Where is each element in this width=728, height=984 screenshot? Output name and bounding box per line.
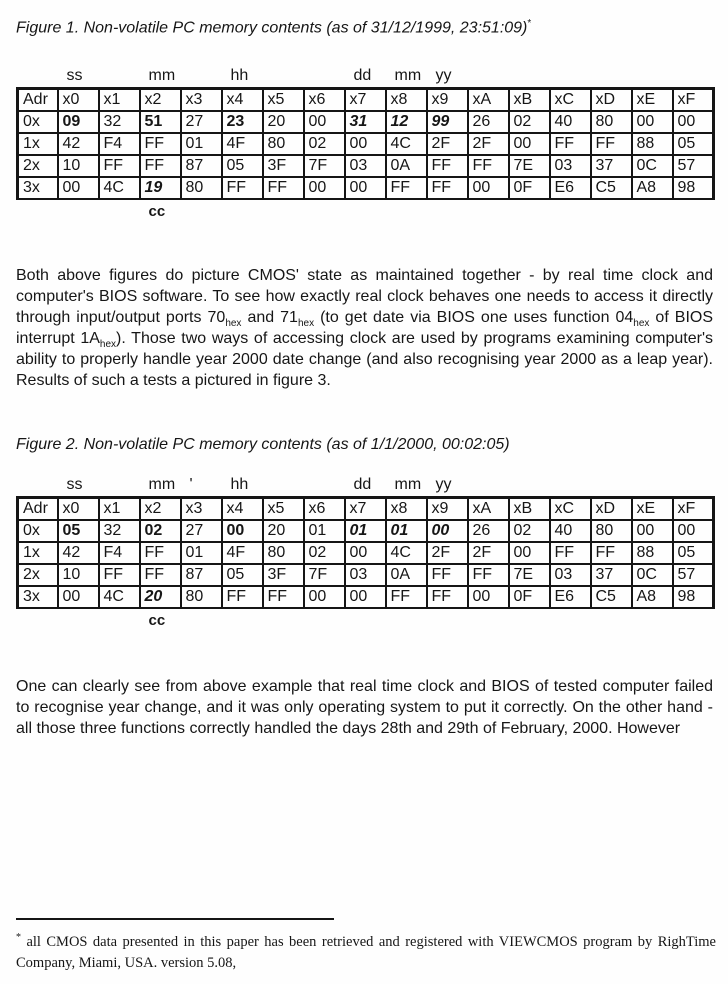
- century-label-row: [18, 199, 714, 225]
- memory-byte-cell: 99: [427, 111, 468, 133]
- memory-byte-cell: 20: [263, 111, 304, 133]
- memory-byte-cell: 03: [345, 155, 386, 177]
- memory-byte-cell: FF: [222, 586, 263, 608]
- century-label-row: [18, 608, 714, 634]
- memory-byte-cell: FF: [99, 155, 140, 177]
- figure1-footnote-marker: *: [527, 18, 532, 29]
- memory-byte-cell: 2F: [468, 133, 509, 155]
- memory-byte-cell: 37: [591, 564, 632, 586]
- memory-byte-cell: FF: [468, 155, 509, 177]
- memory-byte-cell: F4: [99, 542, 140, 564]
- memory-byte-cell: 05: [222, 155, 263, 177]
- memory-byte-cell: 42: [58, 542, 99, 564]
- memory-row-3x: [18, 177, 714, 199]
- column-header: x8: [386, 89, 427, 112]
- hex-subscript: hex: [225, 318, 242, 330]
- memory-byte-cell: 02: [509, 111, 550, 133]
- memory-byte-cell: 09: [58, 111, 99, 133]
- memory-byte-cell: 40: [550, 111, 591, 133]
- paragraph-1-text: (to get date via BIOS one uses function 04: [314, 309, 634, 327]
- century-byte-label: [427, 199, 468, 225]
- column-header: x4: [222, 498, 263, 521]
- memory-byte-cell: FF: [550, 133, 591, 155]
- memory-byte-cell: 05: [673, 542, 714, 564]
- clock-field-label: [18, 64, 58, 89]
- clock-field-label: dd: [353, 476, 372, 494]
- memory-byte-cell: 02: [304, 542, 345, 564]
- figure2-caption-text: Figure 2. Non-volatile PC memory contents (as of 1/1/2000, 00:02:05): [16, 436, 510, 454]
- memory-byte-cell: 0x: [18, 111, 58, 133]
- memory-byte-cell: 01: [304, 520, 345, 542]
- memory-byte-cell: 3x: [18, 586, 58, 608]
- column-header: x5: [263, 498, 304, 521]
- column-header: xF: [673, 89, 714, 112]
- column-header: xF: [673, 498, 714, 521]
- column-header: x1: [99, 89, 140, 112]
- memory-byte-cell: 80: [591, 111, 632, 133]
- memory-byte-cell: FF: [427, 177, 468, 199]
- century-byte-label: [673, 608, 714, 634]
- column-header: xC: [550, 498, 591, 521]
- memory-byte-cell: FF: [140, 133, 181, 155]
- hex-subscript: hex: [99, 339, 117, 351]
- column-header: x8: [386, 498, 427, 521]
- column-header: xA: [468, 498, 509, 521]
- column-header: xB: [509, 498, 550, 521]
- column-header: xE: [632, 498, 673, 521]
- memory-table-figure2: [16, 473, 715, 634]
- memory-byte-cell: 27: [181, 111, 222, 133]
- memory-byte-cell: 00: [304, 177, 345, 199]
- clock-field-label: [468, 473, 509, 498]
- memory-byte-cell: 00: [509, 542, 550, 564]
- column-header: x9: [427, 89, 468, 112]
- century-byte-label: [58, 608, 99, 634]
- memory-byte-cell: 00: [427, 520, 468, 542]
- memory-byte-cell: E6: [550, 177, 591, 199]
- clock-field-label: ': [189, 476, 193, 494]
- clock-field-label: [304, 473, 345, 498]
- century-byte-label: [99, 199, 140, 225]
- memory-byte-cell: 3x: [18, 177, 58, 199]
- memory-row-0x: [18, 520, 714, 542]
- memory-byte-cell: 02: [509, 520, 550, 542]
- century-byte-label: [181, 608, 222, 634]
- memory-byte-cell: 0x: [18, 520, 58, 542]
- memory-byte-cell: FF: [140, 564, 181, 586]
- memory-byte-cell: 3F: [263, 564, 304, 586]
- century-byte-label: [591, 608, 632, 634]
- century-byte-label: [468, 199, 509, 225]
- column-header: x5: [263, 89, 304, 112]
- memory-row-1x: [18, 542, 714, 564]
- column-header: xD: [591, 498, 632, 521]
- column-header: Adr: [18, 89, 58, 112]
- century-byte-label: cc: [148, 203, 166, 221]
- column-header: x6: [304, 498, 345, 521]
- memory-byte-cell: 00: [468, 586, 509, 608]
- memory-byte-cell: FF: [591, 133, 632, 155]
- clock-field-label: [632, 473, 673, 498]
- paragraph-2: One can clearly see from above example that real time clock and BIOS of tested computer failed to recognise year change, and it was only operating system to put it correctly. On the other hand - all those three functions correctly handled the days 28th and 29th of February, 2000. However: [16, 678, 713, 738]
- memory-byte-cell: 0C: [632, 155, 673, 177]
- column-header: x6: [304, 89, 345, 112]
- memory-byte-cell: 98: [673, 586, 714, 608]
- memory-byte-cell: 00: [222, 520, 263, 542]
- clock-field-labels-row: [18, 473, 714, 498]
- memory-byte-cell: FF: [550, 542, 591, 564]
- memory-byte-cell: FF: [386, 177, 427, 199]
- clock-field-label: [591, 473, 632, 498]
- column-header: x2: [140, 89, 181, 112]
- memory-byte-cell: 80: [181, 586, 222, 608]
- century-byte-label: [18, 199, 58, 225]
- memory-byte-cell: 0C: [632, 564, 673, 586]
- memory-byte-cell: 32: [99, 111, 140, 133]
- memory-byte-cell: 20: [263, 520, 304, 542]
- memory-byte-cell: 10: [58, 564, 99, 586]
- memory-byte-cell: 00: [58, 177, 99, 199]
- footnote-body-text: all CMOS data presented in this paper has been retrieved and registered with VIEWCMOS program by RighTime Company, Miami, USA. version 5.08,: [16, 934, 716, 971]
- column-header: x7: [345, 498, 386, 521]
- memory-byte-cell: 57: [673, 564, 714, 586]
- column-header: x9: [427, 498, 468, 521]
- memory-byte-cell: FF: [140, 542, 181, 564]
- memory-byte-cell: 01: [386, 520, 427, 542]
- century-byte-label: [468, 608, 509, 634]
- century-byte-label: [263, 199, 304, 225]
- memory-byte-cell: 98: [673, 177, 714, 199]
- century-byte-label: [632, 199, 673, 225]
- memory-byte-cell: 0F: [509, 586, 550, 608]
- memory-byte-cell: 2F: [468, 542, 509, 564]
- century-byte-label: [181, 199, 222, 225]
- clock-field-label: [263, 473, 304, 498]
- column-header: xD: [591, 89, 632, 112]
- column-header: x2: [140, 498, 181, 521]
- memory-byte-cell: 4F: [222, 542, 263, 564]
- memory-byte-cell: 2x: [18, 155, 58, 177]
- footnote-divider: [16, 918, 334, 920]
- paragraph-1-text: of BIOS interrupt 1A: [16, 309, 714, 348]
- century-byte-label: [673, 199, 714, 225]
- memory-byte-cell: 0A: [386, 564, 427, 586]
- column-header: xE: [632, 89, 673, 112]
- memory-byte-cell: 2F: [427, 542, 468, 564]
- memory-byte-cell: 7F: [304, 155, 345, 177]
- memory-byte-cell: 05: [673, 133, 714, 155]
- century-byte-label: [345, 199, 386, 225]
- column-header: x0: [58, 498, 99, 521]
- memory-byte-cell: 57: [673, 155, 714, 177]
- memory-byte-cell: 26: [468, 520, 509, 542]
- clock-field-labels-row: [18, 64, 714, 89]
- century-byte-label: [427, 608, 468, 634]
- clock-field-label: [673, 64, 714, 89]
- memory-byte-cell: 05: [222, 564, 263, 586]
- footnote-text: [16, 927, 716, 974]
- memory-byte-cell: 4C: [99, 177, 140, 199]
- memory-byte-cell: FF: [263, 177, 304, 199]
- memory-byte-cell: FF: [427, 155, 468, 177]
- memory-byte-cell: C5: [591, 586, 632, 608]
- figure1-caption: [16, 14, 713, 37]
- clock-field-label: [263, 64, 304, 89]
- memory-byte-cell: F4: [99, 133, 140, 155]
- memory-byte-cell: FF: [263, 586, 304, 608]
- memory-byte-cell: 87: [181, 564, 222, 586]
- memory-byte-cell: 80: [263, 133, 304, 155]
- clock-field-label: [632, 64, 673, 89]
- hex-subscript: hex: [297, 318, 315, 330]
- footnote-marker: *: [16, 932, 21, 944]
- clock-field-label: [468, 64, 509, 89]
- century-byte-label: [386, 199, 427, 225]
- memory-byte-cell: 32: [99, 520, 140, 542]
- memory-byte-cell: 00: [509, 133, 550, 155]
- memory-byte-cell: FF: [140, 155, 181, 177]
- century-byte-label: [550, 608, 591, 634]
- memory-byte-cell: 00: [673, 520, 714, 542]
- column-header: x1: [99, 498, 140, 521]
- memory-row-2x: [18, 155, 714, 177]
- memory-byte-cell: 00: [345, 177, 386, 199]
- clock-field-label: [550, 473, 591, 498]
- figure1-caption-text: Figure 1. Non-volatile PC memory contents (as of 31/12/1999, 23:51:09): [16, 19, 528, 37]
- memory-byte-cell: 02: [140, 520, 181, 542]
- memory-byte-cell: E6: [550, 586, 591, 608]
- memory-byte-cell: 88: [632, 542, 673, 564]
- memory-byte-cell: 00: [673, 111, 714, 133]
- century-byte-label: [304, 199, 345, 225]
- column-header: Adr: [18, 498, 58, 521]
- memory-row-0x: [18, 111, 714, 133]
- clock-field-label: [18, 473, 58, 498]
- memory-byte-cell: 88: [632, 133, 673, 155]
- memory-byte-cell: 1x: [18, 133, 58, 155]
- column-header: xB: [509, 89, 550, 112]
- memory-byte-cell: 03: [550, 564, 591, 586]
- memory-byte-cell: 3F: [263, 155, 304, 177]
- clock-field-label: yy: [435, 67, 452, 85]
- memory-byte-cell: 2x: [18, 564, 58, 586]
- paragraph-1-text: ). Those two ways of accessing clock are used by programs examining computer's ability to properly handle year 2000 date change (and also recognising year 2000 as a leap year). Results of such a tests a pictured in figure 3.: [16, 330, 713, 390]
- column-header: x3: [181, 89, 222, 112]
- memory-byte-cell: C5: [591, 177, 632, 199]
- memory-byte-cell: 27: [181, 520, 222, 542]
- clock-field-label: [509, 64, 550, 89]
- memory-byte-cell: 1x: [18, 542, 58, 564]
- clock-field-label: yy: [435, 476, 452, 494]
- memory-byte-cell: 10: [58, 155, 99, 177]
- century-byte-label: [509, 608, 550, 634]
- memory-byte-cell: 02: [304, 133, 345, 155]
- hex-subscript: hex: [633, 318, 650, 330]
- memory-byte-cell: 00: [632, 111, 673, 133]
- memory-byte-cell: 7E: [509, 564, 550, 586]
- memory-byte-cell: 80: [591, 520, 632, 542]
- century-byte-label: [304, 608, 345, 634]
- memory-byte-cell: 00: [345, 586, 386, 608]
- century-byte-label: [222, 608, 263, 634]
- memory-byte-cell: FF: [591, 542, 632, 564]
- memory-byte-cell: 0F: [509, 177, 550, 199]
- memory-byte-cell: 00: [304, 586, 345, 608]
- memory-byte-cell: 01: [181, 133, 222, 155]
- footnote-section: [16, 918, 716, 974]
- memory-row-1x: [18, 133, 714, 155]
- memory-byte-cell: 4F: [222, 133, 263, 155]
- century-byte-label: [509, 199, 550, 225]
- clock-field-label: [99, 64, 140, 89]
- memory-byte-cell: 7F: [304, 564, 345, 586]
- memory-byte-cell: 7E: [509, 155, 550, 177]
- memory-byte-cell: 00: [468, 177, 509, 199]
- memory-byte-cell: 4C: [386, 542, 427, 564]
- figure2-caption: [16, 435, 713, 454]
- clock-field-label: [673, 473, 714, 498]
- clock-field-label: mm: [148, 67, 176, 85]
- column-header: x4: [222, 89, 263, 112]
- clock-field-label: [181, 64, 222, 89]
- memory-byte-cell: 19: [140, 177, 181, 199]
- clock-field-label: mm: [394, 67, 422, 85]
- memory-byte-cell: A8: [632, 586, 673, 608]
- memory-byte-cell: FF: [427, 586, 468, 608]
- memory-row-2x: [18, 564, 714, 586]
- clock-field-label: [99, 473, 140, 498]
- clock-field-label: [304, 64, 345, 89]
- clock-field-label: [509, 473, 550, 498]
- memory-byte-cell: 80: [181, 177, 222, 199]
- clock-field-label: ss: [66, 67, 83, 85]
- century-byte-label: [632, 608, 673, 634]
- century-byte-label: cc: [148, 612, 166, 630]
- memory-byte-cell: 87: [181, 155, 222, 177]
- memory-byte-cell: 00: [345, 542, 386, 564]
- memory-byte-cell: 40: [550, 520, 591, 542]
- column-header-row: [18, 89, 714, 112]
- memory-byte-cell: 4C: [386, 133, 427, 155]
- memory-byte-cell: FF: [99, 564, 140, 586]
- century-byte-label: [550, 199, 591, 225]
- clock-field-label: mm: [394, 476, 422, 494]
- column-header-row: [18, 498, 714, 521]
- memory-byte-cell: 31: [345, 111, 386, 133]
- memory-byte-cell: 4C: [99, 586, 140, 608]
- clock-field-label: dd: [353, 67, 372, 85]
- century-byte-label: [345, 608, 386, 634]
- memory-byte-cell: 0A: [386, 155, 427, 177]
- paragraph-1-text: and 71: [241, 309, 298, 327]
- column-header: x0: [58, 89, 99, 112]
- memory-byte-cell: 12: [386, 111, 427, 133]
- column-header: xA: [468, 89, 509, 112]
- memory-byte-cell: 03: [345, 564, 386, 586]
- memory-byte-cell: 03: [550, 155, 591, 177]
- memory-byte-cell: 00: [632, 520, 673, 542]
- clock-field-label: [591, 64, 632, 89]
- century-byte-label: [591, 199, 632, 225]
- century-byte-label: [99, 608, 140, 634]
- column-header: x3: [181, 498, 222, 521]
- memory-byte-cell: 51: [140, 111, 181, 133]
- memory-byte-cell: 80: [263, 542, 304, 564]
- paragraph-1: [16, 265, 713, 391]
- clock-field-label: hh: [230, 67, 249, 85]
- paragraph-1-text: Both above figures do picture CMOS' state as maintained together - by real time clock and computer's BIOS software. To see how exactly real clock behaves one needs to access it directly through input/output ports 70: [16, 267, 713, 327]
- memory-byte-cell: FF: [386, 586, 427, 608]
- clock-field-label: [550, 64, 591, 89]
- memory-byte-cell: 05: [58, 520, 99, 542]
- column-header: x7: [345, 89, 386, 112]
- memory-byte-cell: 2F: [427, 133, 468, 155]
- column-header: xC: [550, 89, 591, 112]
- memory-byte-cell: 01: [345, 520, 386, 542]
- memory-byte-cell: 42: [58, 133, 99, 155]
- memory-byte-cell: FF: [222, 177, 263, 199]
- century-byte-label: [18, 608, 58, 634]
- memory-byte-cell: 00: [58, 586, 99, 608]
- memory-byte-cell: FF: [427, 564, 468, 586]
- memory-byte-cell: 23: [222, 111, 263, 133]
- century-byte-label: [222, 199, 263, 225]
- clock-field-label: hh: [230, 476, 249, 494]
- clock-field-label: ss: [66, 476, 83, 494]
- clock-field-label: mm: [148, 476, 176, 494]
- memory-byte-cell: 00: [345, 133, 386, 155]
- century-byte-label: [386, 608, 427, 634]
- memory-row-3x: [18, 586, 714, 608]
- memory-table-figure1: [16, 64, 715, 225]
- memory-byte-cell: A8: [632, 177, 673, 199]
- century-byte-label: [58, 199, 99, 225]
- memory-byte-cell: 26: [468, 111, 509, 133]
- memory-byte-cell: 01: [181, 542, 222, 564]
- memory-byte-cell: 37: [591, 155, 632, 177]
- memory-byte-cell: 00: [304, 111, 345, 133]
- century-byte-label: [263, 608, 304, 634]
- memory-byte-cell: FF: [468, 564, 509, 586]
- memory-byte-cell: 20: [140, 586, 181, 608]
